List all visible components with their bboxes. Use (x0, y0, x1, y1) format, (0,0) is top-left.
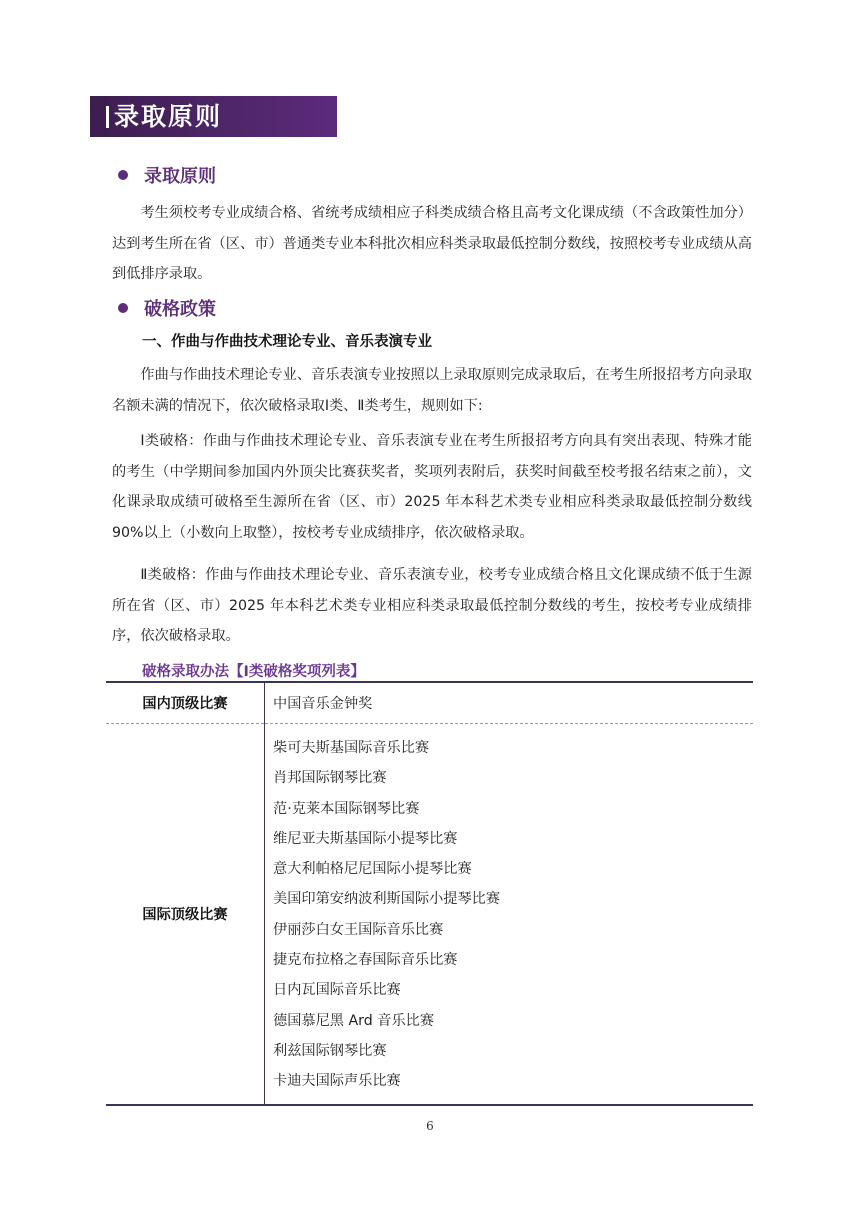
award-table (106, 681, 753, 1106)
banner-bar (106, 106, 109, 128)
award-list (273, 724, 753, 1104)
subheading: 一、作曲与作曲技术理论专业、音乐表演专业 (142, 334, 432, 350)
list-item: 肖邦国际钢琴比赛 (273, 770, 387, 787)
list-item: 捷克布拉格之春国际音乐比赛 (273, 952, 458, 969)
list-item: 维尼亚夫斯基国际小提琴比赛 (273, 830, 458, 847)
table-caption: 破格录取办法【Ⅰ类破格奖项列表】 (142, 664, 365, 680)
admission-paragraph: 考生须校考专业成绩合格、省统考成绩相应子科类成绩合格且高考文化课成绩（不含政策性加分）达到考生所在省（区、市）普通类专业本科批次相应科类录取最低控制分数线，按照校考专业成绩从高到低排序录取。 (112, 205, 752, 282)
banner-title: 录取原则 (114, 102, 223, 131)
list-item: 伊丽莎白女王国际音乐比赛 (273, 921, 444, 938)
heading-text: 破格政策 (144, 299, 216, 320)
table-row (106, 724, 753, 1105)
section-heading-exception (118, 295, 216, 321)
bullet-icon (118, 303, 128, 313)
class2-exception-paragraph: Ⅱ类破格：作曲与作曲技术理论专业、音乐表演专业，校考专业成绩合格且文化课成绩不低于生源所在省（区、市）2025 年本科艺术类专业相应科类录取最低控制分数线的考生，按校考专业成绩排序，依次破格录取。 (112, 567, 752, 644)
award-cell (265, 724, 754, 1105)
section-banner (90, 96, 337, 137)
exception-intro-paragraph: 作曲与作曲技术理论专业、音乐表演专业按照以上录取原则完成录取后，在考生所报招考方向录取名额未满的情况下，依次破格录取Ⅰ类、Ⅱ类考生，规则如下: (112, 367, 752, 414)
page-number: 6 (426, 1119, 434, 1133)
heading-text: 录取原则 (144, 166, 216, 187)
list-item: 卡迪夫国际声乐比赛 (273, 1073, 401, 1090)
table-row (106, 682, 753, 724)
list-item: 美国印第安纳波利斯国际小提琴比赛 (273, 891, 501, 908)
category-cell: 国际顶级比赛 (106, 724, 265, 1105)
list-item: 范·克莱本国际钢琴比赛 (273, 800, 420, 817)
list-item: 德国慕尼黑 Ard 音乐比赛 (273, 1012, 435, 1029)
award-cell: 中国音乐金钟奖 (265, 682, 754, 724)
class1-exception-paragraph: Ⅰ类破格：作曲与作曲技术理论专业、音乐表演专业在考生所报招考方向具有突出表现、特殊才能的考生（中学期间参加国内外顶尖比赛获奖者，奖项列表附后，获奖时间截至校考报名结束之前），文化课录取成绩可破格至生源所在省（区、市）2025 年本科艺术类专业相应科类录取最低控制分数线 90%以上（小数向上取整），按校考专业成绩排序，依次破格录取。 (112, 433, 752, 541)
list-item: 利兹国际钢琴比赛 (273, 1042, 387, 1059)
list-item: 意大利帕格尼尼国际小提琴比赛 (273, 861, 472, 878)
list-item: 日内瓦国际音乐比赛 (273, 982, 401, 999)
list-item: 柴可夫斯基国际音乐比赛 (273, 740, 430, 756)
section-heading-admission (118, 162, 216, 188)
bullet-icon (118, 170, 128, 180)
category-cell: 国内顶级比赛 (106, 682, 265, 724)
